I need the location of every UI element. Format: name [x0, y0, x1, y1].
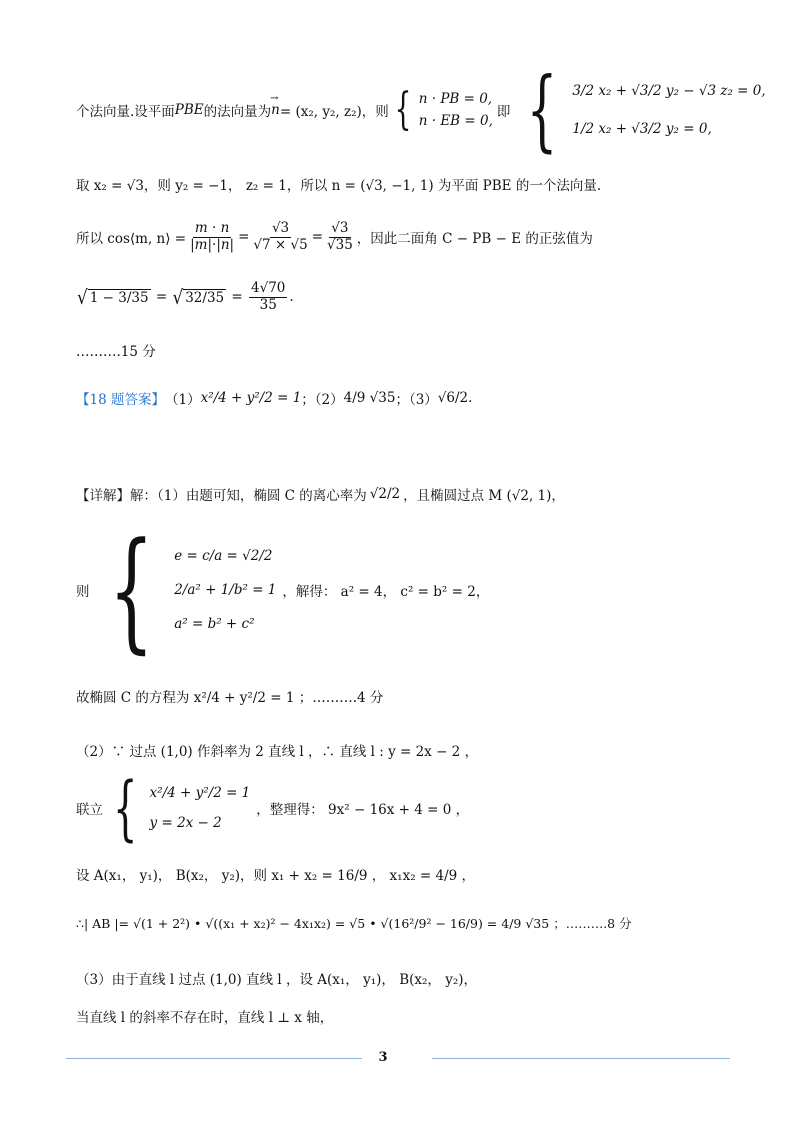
- system-4-line: 联立 { x²/4 + y²/2 = 1 y = 2x − 2 ，整理得： 9x² − 16x + 4 = 0 ，: [76, 767, 470, 849]
- system-3: [90, 514, 277, 666]
- system-3-row-1: e = c/a = √2/2: [174, 548, 273, 564]
- ellipse-result-line: 故椭圆 C 的方程为 x²/4 + y²/2 = 1 ；……….4 分: [76, 690, 384, 706]
- fraction-root3-root35: $\frac{√3}{√35}$: [327, 219, 353, 253]
- fraction-mn: $\frac{m \cdot n}{|m|\cdot|n|}$: [190, 219, 235, 253]
- system-3-row-3: a² = b² + c²: [174, 616, 255, 632]
- plane-label: PBE: [174, 102, 204, 118]
- part-3-line: （3）由于直线 l 过点 (1,0) 直线 l ，设 A(x₁， y₁)， B(x₂， y₂)，: [76, 972, 478, 988]
- page-number: 3: [378, 1050, 388, 1065]
- eccentricity: √2/2: [369, 486, 401, 502]
- detail-line: 【详解】解：（1）由题可知，椭圆 C 的离心率为 √2/2 ，且椭圆过点 M (√2, 1)，: [76, 486, 565, 504]
- line-normal-vector: [76, 58, 766, 161]
- brace: {: [108, 514, 154, 666]
- solved-values: ，解得： a² = 4， c² = b² = 2，: [282, 584, 490, 600]
- sqrt-2: √ 32/35: [172, 284, 225, 308]
- system-1-row-1: n · PB = 0,: [418, 91, 493, 107]
- system-1: [389, 84, 493, 135]
- dihedral-text: ，因此二面角 C − PB − E 的正弦值为: [356, 231, 593, 247]
- vector-n: → n: [271, 102, 280, 118]
- text-ji: 即: [496, 104, 511, 120]
- q18-answer: 【18 题答案】 （1） x²/4 + y²/2 = 1 ；（2） 4/9 √35 ；（3） √6/2 .: [76, 390, 473, 408]
- score-15: ……….15 分: [76, 344, 156, 360]
- system-4-row-2: y = 2x − 2: [149, 815, 222, 831]
- answer-2: 4/9 √35: [343, 390, 396, 406]
- system-2-row-1: 3/2 x₂ + √3/2 y₂ − √3 z₂ = 0,: [572, 83, 766, 99]
- chord-length-line: ∴| AB |= √(1 + 2²) • √((x₁ + x₂)² − 4x₁x₂) = √5 • √(16²/9² − 16/9) = 4/9 √35 ；……….8 分: [76, 916, 632, 931]
- fraction-result: $\frac{4√70}{35}$: [251, 279, 286, 313]
- vieta-line: 设 A(x₁， y₁)， B(x₂， y₂)，则 x₁ + x₂ = 16/9 ， x₁x₂ = 4/9 ，: [76, 868, 476, 884]
- line-take-x2: 取 x₂ = √3，则 y₂ = −1， z₂ = 1，所以 n = (√3, −1, 1) 为平面 PBE 的一个法向量.: [76, 178, 602, 194]
- footer-rule-right: [432, 1058, 730, 1059]
- line-cos: 所以 cos⟨m, n⟩ = $\frac{m \cdot n}{|m|\cdot|n|}$ = $\frac{√3}{√7 \times √5}$ = $\frac{√3}{√35}$ ，因此二面角 C − PB − E 的正弦值为: [76, 219, 593, 253]
- brace: {: [394, 84, 412, 135]
- last-line: 当直线 l 的斜率不存在时，直线 l ⊥ x 轴，: [76, 1010, 334, 1026]
- system-3-row-2: 2/a² + 1/b² = 1: [174, 582, 277, 598]
- system-3-line: 则 { e = c/a = √2/2 2/a² + 1/b² = 1 a² = b² + c² ，解得： a² = 4， c² = b² = 2，: [76, 514, 490, 666]
- q18-tag: 【18 题答案】: [76, 392, 165, 408]
- part-2-line: （2）∵ 过点 (1,0) 作斜率为 2 直线 l ，∴ 直线 l : y = 2x − 2 ，: [76, 744, 479, 760]
- brace: {: [526, 58, 558, 161]
- line-sine-value: √ 1 − 3/35 = √ 32/35 = $\frac{4√70}{35}$ .: [77, 279, 294, 313]
- ellipse-equation: x²/4 + y²/2 = 1: [200, 390, 302, 406]
- fraction-root3-over: $\frac{√3}{√7 \times √5}$: [253, 219, 308, 253]
- text-intro: 个法向量.设平面: [76, 104, 175, 120]
- footer-rule-left: [66, 1058, 362, 1059]
- sqrt-1: √ 1 − 3/35: [77, 284, 149, 308]
- system-4-row-1: x²/4 + y²/2 = 1: [149, 785, 251, 801]
- text-normal: 的法向量为: [203, 104, 272, 120]
- system-2: [514, 58, 766, 161]
- answer-3: √6/2: [437, 390, 469, 406]
- cos-prefix: 所以 cos⟨m, n⟩ =: [76, 231, 187, 247]
- system-4: [103, 767, 251, 849]
- system-2-row-2: 1/2 x₂ + √3/2 y₂ = 0,: [572, 121, 712, 137]
- text-coords: = (x₂, y₂, z₂)，则: [279, 104, 389, 120]
- system-1-row-2: n · EB = 0,: [418, 113, 493, 129]
- brace: {: [113, 767, 138, 849]
- quadratic-result: ，整理得： 9x² − 16x + 4 = 0 ，: [256, 802, 470, 818]
